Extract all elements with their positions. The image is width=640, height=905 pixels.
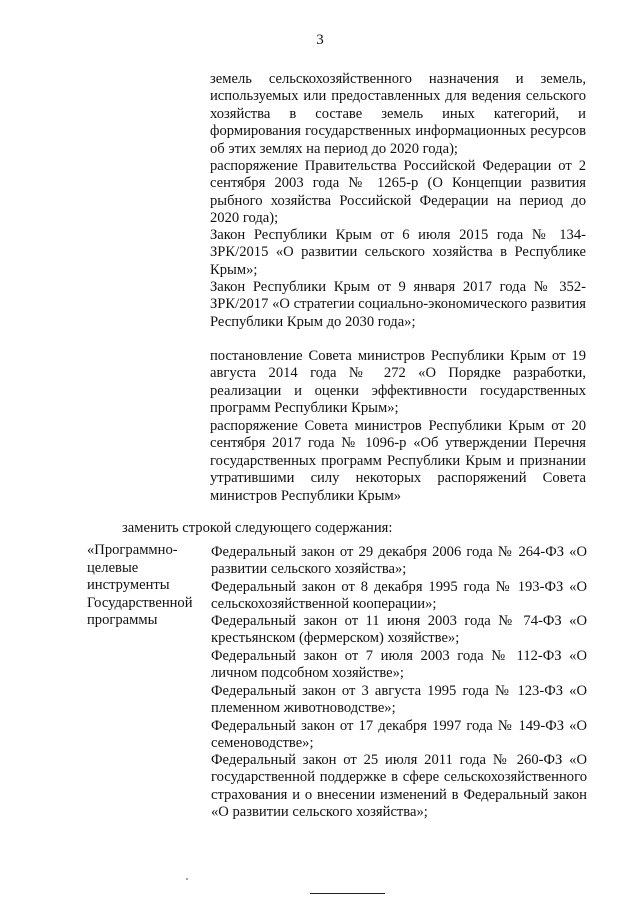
paragraph-crimea-law-agriculture: Закон Республики Крым от 6 июля 2015 года № 134-ЗРК/2015 «О развитии сельского хозяйства в Республике Крым»; — [210, 227, 586, 278]
paragraph-council-order-1096: распоряжение Совета министров Республики Крым от 20 сентября 2017 года № 1096-р «Об утверждении Перечня государственных программ Республики Крым и признании утратившими силу некоторых распоряжений Совета министров Республики Крым» — [210, 418, 586, 504]
law-entry-264: Федеральный закон от 29 декабря 2006 года № 264-ФЗ «О развитии сельского хозяйства»; — [211, 544, 587, 578]
law-entry-193: Федеральный закон от 8 декабря 1995 года № 193-ФЗ «О сельскохозяйственной кооперации»; — [211, 579, 587, 613]
law-entry-123: Федеральный закон от 3 августа 1995 года № 123-ФЗ «О племенном животноводстве»; — [211, 683, 587, 717]
law-entry-149: Федеральный закон от 17 декабря 1997 года № 149-ФЗ «О семеноводстве»; — [211, 718, 587, 752]
footer-rule — [310, 893, 385, 894]
law-entry-260: Федеральный закон от 25 июля 2011 года № 260-ФЗ «О государственной поддержке в сфере сельскохозяйственного страхования и о внесении изменений в Федеральный закон «О развитии сельского хозяйства»; — [211, 752, 587, 821]
paragraph-crimea-law-strategy: Закон Республики Крым от 9 января 2017 года № 352-ЗРК/2017 «О стратегии социально-экономического развития Республики Крым до 2030 года»; — [210, 279, 586, 330]
paragraph-council-resolution-272: постановление Совета министров Республики Крым от 19 августа 2014 года № 272 «О Порядке разработки, реализации и оценки эффективности государственных программ Республики Крым»; — [210, 348, 586, 417]
replace-instruction: заменить строкой следующего содержания: — [122, 520, 393, 536]
label-line: инструменты — [87, 577, 170, 594]
label-line: программы — [87, 612, 158, 629]
law-entry-74: Федеральный закон от 11 июня 2003 года № 74-ФЗ «О крестьянском (фермерском) хозяйстве»; — [211, 613, 587, 647]
label-line: целевые — [87, 559, 139, 576]
table-left-column-label — [87, 542, 209, 630]
scan-dot — [186, 878, 188, 880]
label-line: «Программно- — [87, 542, 178, 558]
page-number: 3 — [316, 32, 324, 48]
law-entry-112: Федеральный закон от 7 июля 2003 года № 112-ФЗ «О личном подсобном хозяйстве»; — [211, 648, 587, 682]
label-line: Государственной — [87, 594, 193, 611]
paragraph-lands-info-resources: земель сельскохозяйственного назначения и земель, используемых или предоставленных для ведения сельского хозяйства в составе земель иных категорий, и формирования государственных информационных ресурсов об этих землях на период до 2020 года); — [210, 71, 586, 157]
paragraph-fisheries-concept-order: распоряжение Правительства Российской Федерации от 2 сентября 2003 года № 1265-р (О Концепции развития рыбного хозяйства Российской Федерации на период до 2020 года); — [210, 158, 586, 227]
